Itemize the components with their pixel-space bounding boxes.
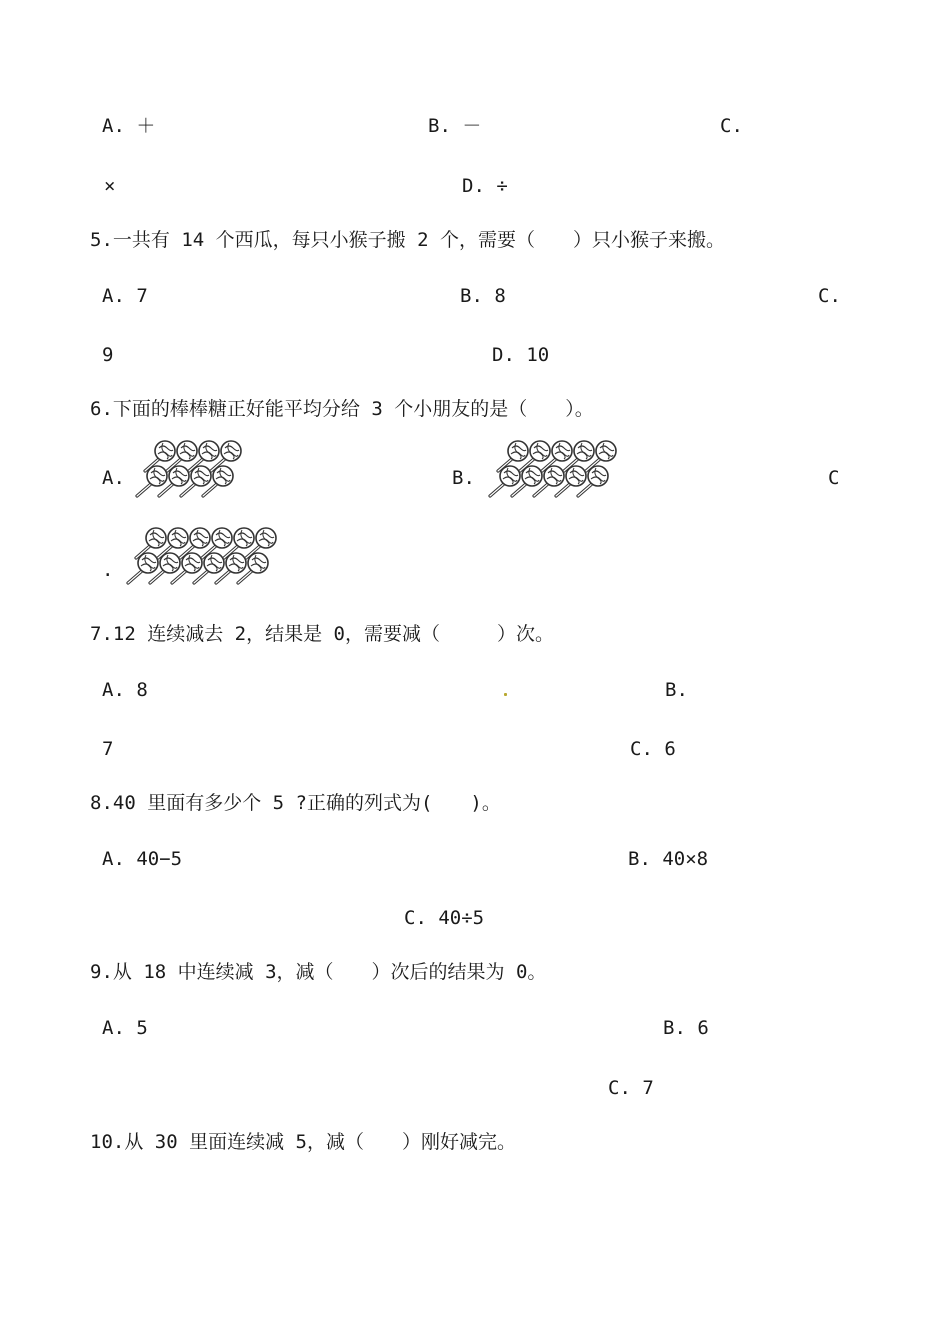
- q5-stem: 5.一共有 14 个西瓜，每只小猴子搬 2 个，需要（ ）只小猴子来搬。: [90, 229, 725, 251]
- q7-option-b-value: 7: [102, 738, 114, 760]
- q9-stem: 9.从 18 中连续减 3，减（ ）次后的结果为 0。: [90, 961, 547, 983]
- q4-option-a: A. ＋: [102, 115, 156, 137]
- stray-mark: [504, 693, 507, 696]
- lollipop-group-c-image: [123, 525, 303, 597]
- q8-option-a: A. 40−5: [102, 848, 183, 870]
- q8-stem: 8.40 里面有多少个 5 ?正确的列式为( )。: [90, 792, 501, 814]
- q7-option-b: B.: [665, 679, 688, 701]
- q5-option-c-value: 9: [102, 344, 114, 366]
- q7-option-c: C. 6: [630, 738, 676, 760]
- q9-option-a: A. 5: [102, 1017, 148, 1039]
- q4-option-c-symbol: ×: [104, 175, 116, 197]
- q9-option-b: B. 6: [663, 1017, 709, 1039]
- q9-option-c: C. 7: [608, 1077, 654, 1099]
- q5-option-c: C.: [818, 285, 841, 307]
- q4-option-d: D. ÷: [462, 175, 508, 197]
- q8-option-b: B. 40×8: [628, 848, 709, 870]
- q4-option-b: B. －: [428, 115, 482, 137]
- q6-option-c-dot: .: [102, 559, 114, 581]
- q7-stem: 7.12 连续减去 2，结果是 0，需要减（ ）次。: [90, 623, 554, 645]
- q4-option-c: C.: [720, 115, 743, 137]
- q5-option-b: B. 8: [460, 285, 506, 307]
- q6-stem: 6.下面的棒棒糖正好能平均分给 3 个小朋友的是（ ）。: [90, 398, 594, 420]
- lollipop-group-a-image: [132, 438, 262, 510]
- q5-option-a: A. 7: [102, 285, 148, 307]
- q10-stem: 10.从 30 里面连续减 5，减（ ）刚好减完。: [90, 1131, 516, 1153]
- q6-option-c: C: [828, 467, 840, 489]
- lollipop-group-b-image: [485, 438, 640, 510]
- q6-option-a: A.: [102, 467, 125, 489]
- q8-option-c: C. 40÷5: [404, 907, 485, 929]
- q7-option-a: A. 8: [102, 679, 148, 701]
- q5-option-d: D. 10: [492, 344, 550, 366]
- q6-option-b: B.: [452, 467, 475, 489]
